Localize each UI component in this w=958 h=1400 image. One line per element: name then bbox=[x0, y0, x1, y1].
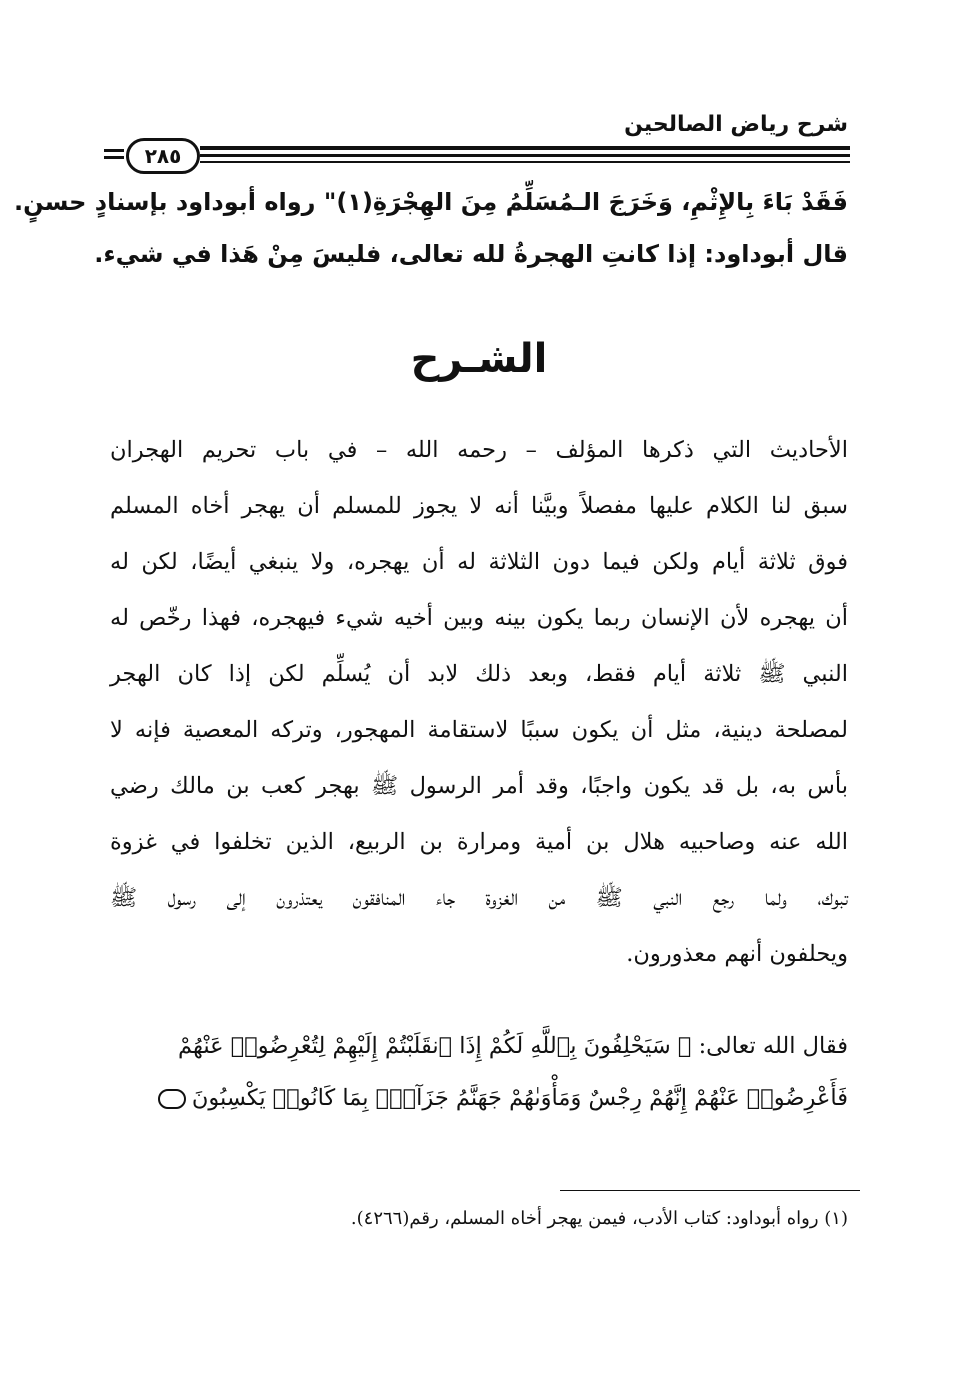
commentary-line: فوق ثلاثة أيام ولكن فيما دون الثلاثة له أن يهجره، ولا ينبغي أيضًا، لكن له bbox=[110, 549, 848, 575]
header-rule bbox=[200, 154, 850, 157]
commentary-line: النبي ﷺ ثلاثة أيام فقط، وبعد ذلك لابد أن يُسلِّم لكن إذا كان الهجر bbox=[110, 661, 848, 687]
section-heading: الشـرح bbox=[410, 336, 548, 382]
commentary-line: الله عنه وصاحبيه هلال بن أمية ومرارة بن الربيع، الذين تخلفوا في غزوة bbox=[110, 829, 848, 855]
hadith-ending-line: فَقَدْ بَاءَ بِالإِثْمِ، وَخَرَجَ الـمُسَلِّمُ مِنَ الهِجْرَةِ(١)" رواه أبوداود بإسنادٍ حسنٍ. bbox=[14, 188, 848, 216]
commentary-line: ويحلفون أنهم معذورون. bbox=[626, 941, 848, 967]
header-ornament bbox=[104, 149, 124, 163]
abu-dawud-comment-line: قال أبوداود: إذا كانتِ الهجرةُ لله تعالى، فليسَ مِنْ هَذا في شيء. bbox=[94, 240, 848, 268]
quran-line-text: فَأَعْرِضُوا۟ عَنْهُمْ إِنَّهُمْ رِجْسٌ وَمَأْوَىٰهُمْ جَهَنَّمُ جَزَآءًۢ بِمَا كَانُوا۟ يَكْسِبُونَ bbox=[191, 1085, 848, 1111]
commentary-line: تبوك، ولما رجع النبي ﷺ من الغزوة جاء المنافقون يعتذرون إلى رسول ﷺ bbox=[110, 885, 848, 911]
page-number-badge bbox=[126, 138, 200, 174]
quran-line: فقال الله تعالى: ﴿ سَيَحْلِفُونَ بِٱللَّهِ لَكُمْ إِذَا ٱنقَلَبْتُمْ إِلَيْهِمْ لِتُعْرِضُوا۟ عَنْهُمْ bbox=[178, 1033, 848, 1059]
quran-verse bbox=[110, 1020, 848, 1124]
footnote-divider bbox=[560, 1190, 860, 1191]
commentary-line: لمصلحة دينية، مثل أن يكون سببًا لاستقامة المهجور، وتركه المعصية فإنه لا bbox=[110, 717, 848, 743]
quran-line-2 bbox=[110, 1072, 848, 1124]
commentary-line: أن يهجره لأن الإنسان ربما يكون بينه وبين أخيه شيء فيهجره، فهذا رخّص له bbox=[110, 605, 848, 631]
book-title: شرح رياض الصالحين bbox=[624, 112, 848, 137]
commentary-line: سبق لنا الكلام عليها مفصلاً وبيَّنا أنه لا يجوز للمسلم أن يهجر أخاه المسلم bbox=[110, 493, 848, 519]
footnote: (١) رواه أبوداود: كتاب الأدب، فيمن يهجر أخاه المسلم، رقم(٤٢٦٦). bbox=[350, 1208, 848, 1229]
ayah-number-icon bbox=[158, 1089, 186, 1109]
commentary-line: الأحاديث التي ذكرها المؤلف – رحمه الله – في باب تحريم الهجران bbox=[110, 437, 848, 463]
header-rule bbox=[200, 146, 850, 150]
page-number: ٢٨٥ bbox=[144, 144, 182, 168]
commentary-paragraph bbox=[110, 422, 848, 982]
header-rule bbox=[200, 161, 850, 163]
commentary-line: بأس به، بل قد يكون واجبًا، وقد أمر الرسول ﷺ بهجر كعب بن مالك رضي bbox=[110, 773, 848, 799]
